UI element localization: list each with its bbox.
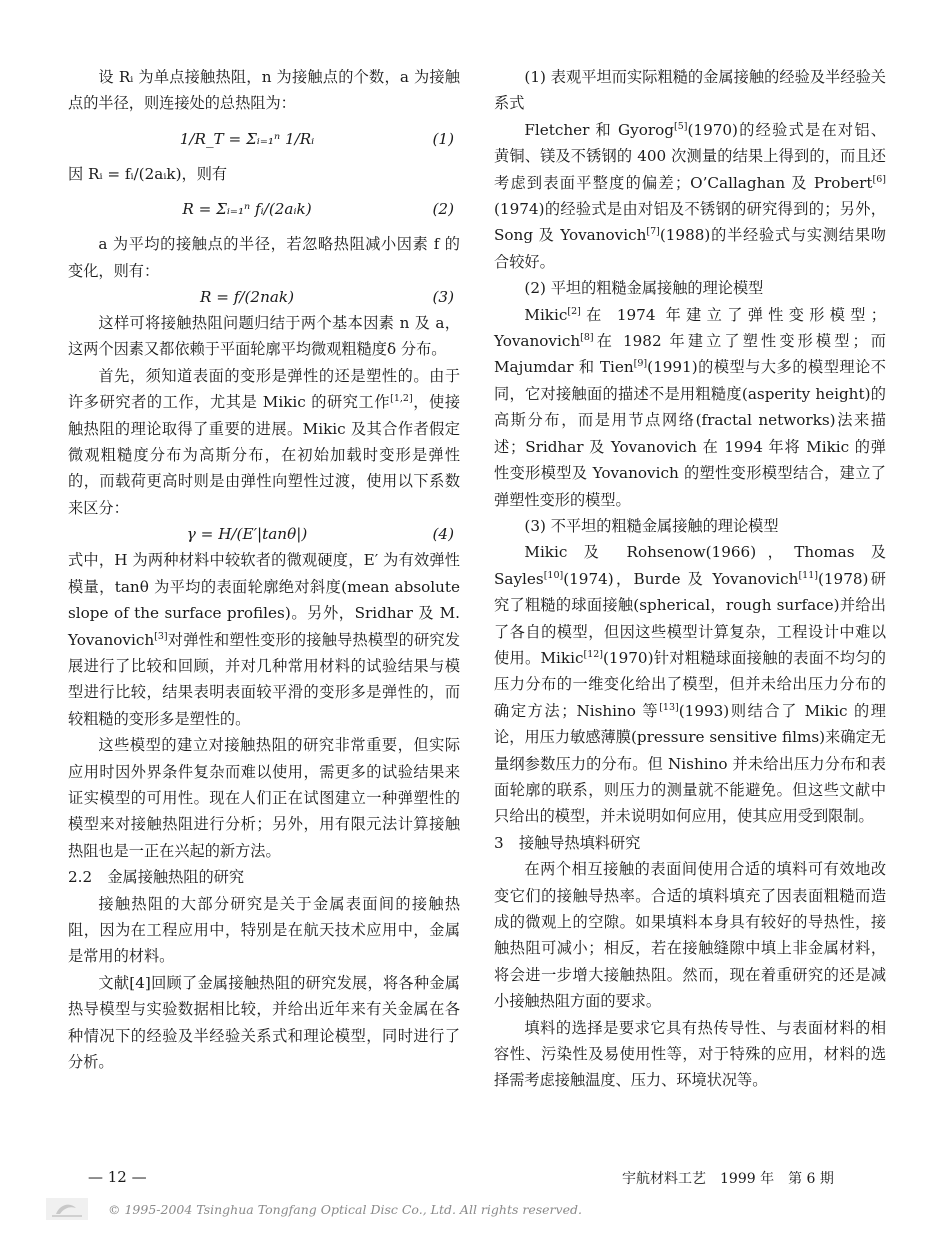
citation: [7]: [646, 226, 660, 238]
equation-number: (4): [432, 525, 454, 544]
right-column: [494, 64, 886, 1094]
paragraph: 式中，H 为两种材料中较软者的微观硬度，E′ 为有效弹性模量，tanθ 为平均的表面轮廓绝对斜度(mean absolute slope of the surface profiles)。另外，Sridhar 及 M. Yovanovich[3]对弹性和塑性变形的接触导热模型的研究发展进行了比较和回顾，并对几种常用材料的试验结果与模型进行比较，结果表明表面较平滑的变形多是弹性的，而较粗糙的变形多是塑性的。: [68, 551, 460, 728]
subsection-heading: (3) 不平坦的粗糙金属接触的理论模型: [524, 516, 779, 535]
equation-body: γ = H/(E′|tanθ|): [186, 525, 308, 544]
citation: [12]: [583, 648, 603, 660]
paragraph: Fletcher 和 Gyorog[5](1970)的经验式是在对铝、黄铜、镁及不锈钢的 400 次测量的结果上得到的，而且还考虑到表面平整度的偏差；O’Callaghan 及 Probert[6](1974)的经验式是由对铝及不锈钢的研究得到的；另外，Song 及 Yovanovich[7](1988)的半经验式与实测结果吻合较好。: [494, 120, 886, 271]
citation: [6]: [872, 173, 886, 185]
equation-4: [68, 521, 460, 547]
paragraph: 设 Rᵢ 为单点接触热阻，n 为接触点的个数，a 为接触点的半径，则连接处的总热阻为：: [68, 68, 460, 113]
citation: [2]: [567, 305, 581, 317]
paragraph: 因 Rᵢ = fᵢ/(2aᵢk)，则有: [68, 164, 228, 183]
left-column: [68, 64, 460, 1075]
equation-number: (3): [432, 288, 454, 307]
paragraph: a 为平均的接触点的半径，若忽略热阻减小因素 f 的变化，则有：: [68, 235, 460, 280]
paragraph: 接触热阻的大部分研究是关于金属表面间的接触热阻，因为在工程应用中，特别是在航天技术应用中，金属是常用的材料。: [68, 894, 460, 966]
citation: [8]: [580, 332, 594, 343]
equation-number: (1): [432, 129, 454, 148]
paragraph: 文献[4]回顾了金属接触热阻的研究发展，将各种金属热导模型与实验数据相比较，并给出近年来有关金属在各种情况下的经验及半经验关系式和理论模型，同时进行了分析。: [68, 973, 460, 1071]
citation: [1,2]: [390, 393, 413, 405]
publisher-logo-icon: [46, 1198, 88, 1220]
section-heading: 3 接触导热填料研究: [494, 833, 641, 852]
equation-body: 1/R_T = Σᵢ₌₁ⁿ 1/Rᵢ: [179, 129, 315, 148]
journal-info: 宇航材料工艺 1999 年 第 6 期: [622, 1171, 834, 1187]
equation-3: [68, 284, 460, 310]
citation: [3]: [154, 630, 168, 642]
subsection-heading: (1) 表观平坦而实际粗糙的金属接触的经验及半经验关系式: [494, 68, 886, 113]
paragraph: 填料的选择是要求它具有热传导性、与表面材料的相容性、污染性及易使用性等，对于特殊的应用，材料的选择需考虑接触温度、压力、环境状况等。: [494, 1018, 886, 1090]
paragraph: 这些模型的建立对接触热阻的研究非常重要，但实际应用时因外界条件复杂而难以使用，需更多的试验结果来证实模型的可用性。现在人们正在试图建立一种弹塑性的模型来对接触热阻进行分析；另外，用有限元法计算接触热阻也是一正在兴起的新方法。: [68, 736, 460, 860]
citation: [10]: [543, 569, 564, 581]
copyright-text: © 1995-2004 Tsinghua Tongfang Optical Disc Co., Ltd. All rights reserved.: [108, 1202, 582, 1217]
page-number: — 12 —: [88, 1168, 147, 1186]
citation: [9]: [633, 358, 648, 370]
subsection-heading: (2) 平坦的粗糙金属接触的理论模型: [524, 279, 764, 298]
section-heading: 2.2 金属接触热阻的研究: [68, 868, 245, 887]
equation-number: (2): [432, 200, 454, 219]
paragraph: Mikic[2]在 1974 年建立了弹性变形模型；Yovanovich[8]在 1982 年建立了塑性变形模型；而 Majumdar 和 Tien[9](1991)的模型与大多的模型理论不同，它对接触面的描述不是用粗糙度(asperity height)的高斯分布，而是用节点网络(fractal networks)法来描述；Sridhar 及 Yovanovich 在 1994 年将 Mikic 的弹性变形模型及 Yovanovich 的塑性变形模型结合，建立了弹塑性变形的模型。: [494, 305, 886, 509]
citation: [11]: [798, 569, 818, 581]
equation-body: R = f/(2nak): [199, 288, 295, 307]
equation-body: R = Σᵢ₌₁ⁿ fᵢ/(2aᵢk): [182, 200, 312, 219]
paragraph: 这样可将接触热阻问题归结于两个基本因素 n 及 a，这两个因素又都依赖于平面轮廓平均微观粗糙度δ 分布。: [68, 314, 460, 359]
citation: [5]: [674, 120, 688, 132]
citation: [13]: [659, 701, 679, 713]
paragraph: 首先，须知道表面的变形是弹性的还是塑性的。由于许多研究者的工作，尤其是 Mikic 的研究工作[1,2]，使接触热阻的理论取得了重要的进展。Mikic 及其合作者假定微观粗糙度分布为高斯分布，在初始加载时变形是弹性的，而载荷更高时则是由弹性向塑性过渡，使用以下系数来区分：: [68, 366, 461, 517]
equation-1: [68, 117, 460, 161]
copyright-bar: [46, 1194, 906, 1224]
equation-2: [68, 187, 460, 231]
paragraph: Mikic 及 Rohsenow(1966)，Thomas 及 Sayles[10](1974)，Burde 及 Yovanovich[11](1978)研究了粗糙的球面接触(spherical，rough surface)并给出了各自的模型，但因这些模型计算复杂，工程设计中难以使用。Mikic[12](1970)针对粗糙球面接触的表面不均匀的压力分布的一维变化给出了模型，但并未给出压力分布的确定方法；Nishino 等[13](1993)则结合了 Mikic 的理论，用压力敏感薄膜(pressure sensitive films)来确定无量纲参数压力的分布。但 Nishino 并未给出压力分布和表面轮廓的联系，则压力的测量就不能避免。但这些文献中只给出的模型，并未说明如何应用，使其应用受到限制。: [494, 543, 886, 826]
paragraph: 在两个相互接触的表面间使用合适的填料可有效地改变它们的接触导热率。合适的填料填充了因表面粗糙而造成的微观上的空隙。如果填料本身具有较好的导热性，接触热阻可减小；相反，若在接触缝隙中填上非金属材料，将会进一步增大接触热阻。然而，现在着重研究的还是减小接触热阻方面的要求。: [494, 860, 886, 1011]
